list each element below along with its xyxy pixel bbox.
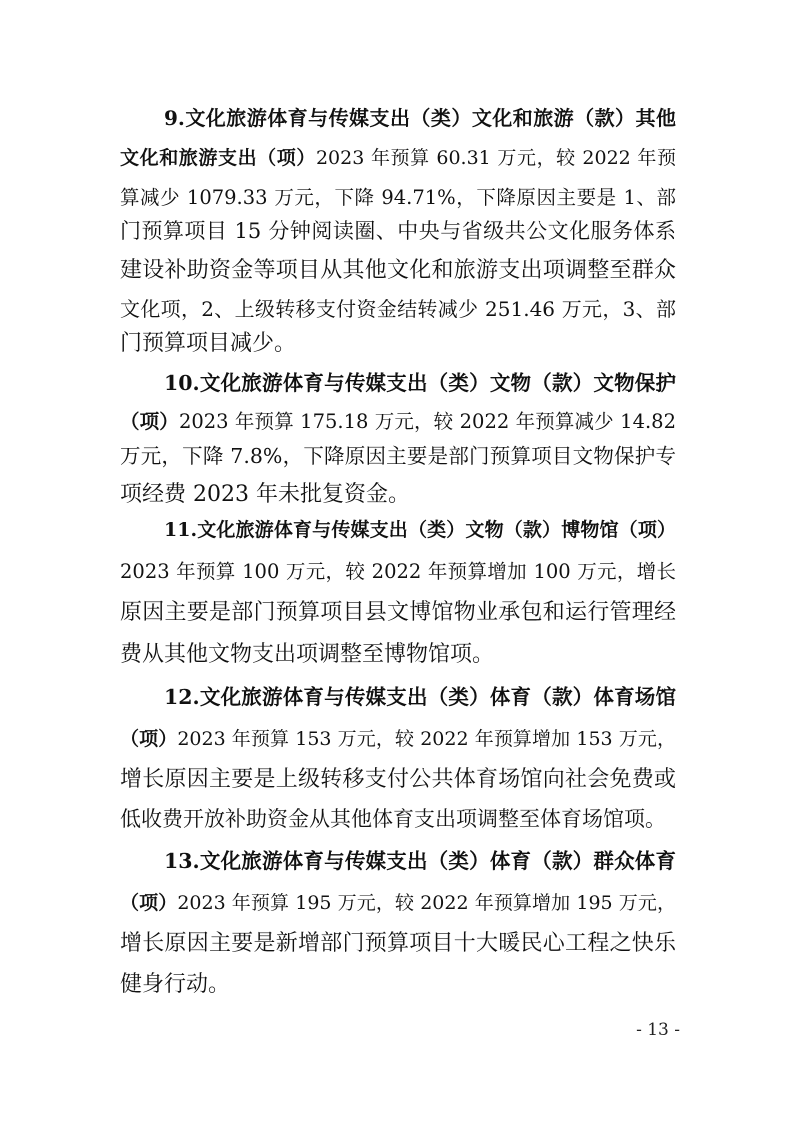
paragraph-12-line-4: 低收费开放补助资金从其他体育支出项调整至体育场馆项。 <box>120 807 666 831</box>
paragraph-9-line-6: 文化项，2、上级转移支付资金结转减少 251.46 万元，3、部 <box>120 297 676 321</box>
paragraph-11-line-3: 原因主要是部门预算项目县文博馆物业承包和运行管理经 <box>120 600 676 625</box>
page-number: - 13 - <box>636 1020 680 1040</box>
paragraph-9-line-1: 9.文化旅游体育与传媒支出（类）文化和旅游（款）其他 <box>164 106 676 130</box>
paragraph-10-line-3: 万元，下降 7.8%，下降原因主要是部门预算项目文物保护专 <box>120 444 676 468</box>
paragraph-12-line-1: 12.文化旅游体育与传媒支出（类）体育（款）体育场馆 <box>164 685 676 709</box>
paragraph-11-line-2: 2023 年预算 100 万元，较 2022 年预算增加 100 万元，增长 <box>120 560 676 583</box>
paragraph-9-line-7: 门预算项目减少。 <box>120 331 297 356</box>
paragraph-9-line-4: 门预算项目 15 分钟阅读圈、中央与省级共公文化服务体系 <box>120 219 676 243</box>
paragraph-9-line-3: 算减少 1079.33 万元，下降 94.71%，下降原因主要是 1、部 <box>120 186 676 209</box>
paragraph-10-line-4: 项经费 2023 年未批复资金。 <box>120 482 410 507</box>
paragraph-13-line-4: 健身行动。 <box>120 972 231 997</box>
paragraph-9-line-5: 建设补助资金等项目从其他文化和旅游支出项调整至群众 <box>120 258 676 283</box>
paragraph-13-line-3: 增长原因主要是新增部门预算项目十大暖民心工程之快乐 <box>120 931 676 956</box>
paragraph-13-line-1: 13.文化旅游体育与传媒支出（类）体育（款）群众体育 <box>164 849 676 873</box>
paragraph-13-line-2: （项）2023 年预算 195 万元，较 2022 年预算增加 195 万元， <box>120 892 676 914</box>
paragraph-12-line-2: （项）2023 年预算 153 万元，较 2022 年预算增加 153 万元， <box>120 728 676 750</box>
paragraph-9-line-2: 文化和旅游支出（项）2023 年预算 60.31 万元，较 2022 年预 <box>120 147 676 169</box>
paragraph-11-line-4: 费从其他文物支出项调整至博物馆项。 <box>120 642 495 667</box>
paragraph-12-line-3: 增长原因主要是上级转移支付公共体育场馆向社会免费或 <box>120 767 676 792</box>
paragraph-10-line-2: （项）2023 年预算 175.18 万元，较 2022 年预算减少 14.82 <box>120 410 676 433</box>
paragraph-11-line-1: 11.文化旅游体育与传媒支出（类）文物（款）博物馆（项） <box>164 519 676 541</box>
paragraph-10-line-1: 10.文化旅游体育与传媒支出（类）文物（款）文物保护 <box>164 371 676 395</box>
